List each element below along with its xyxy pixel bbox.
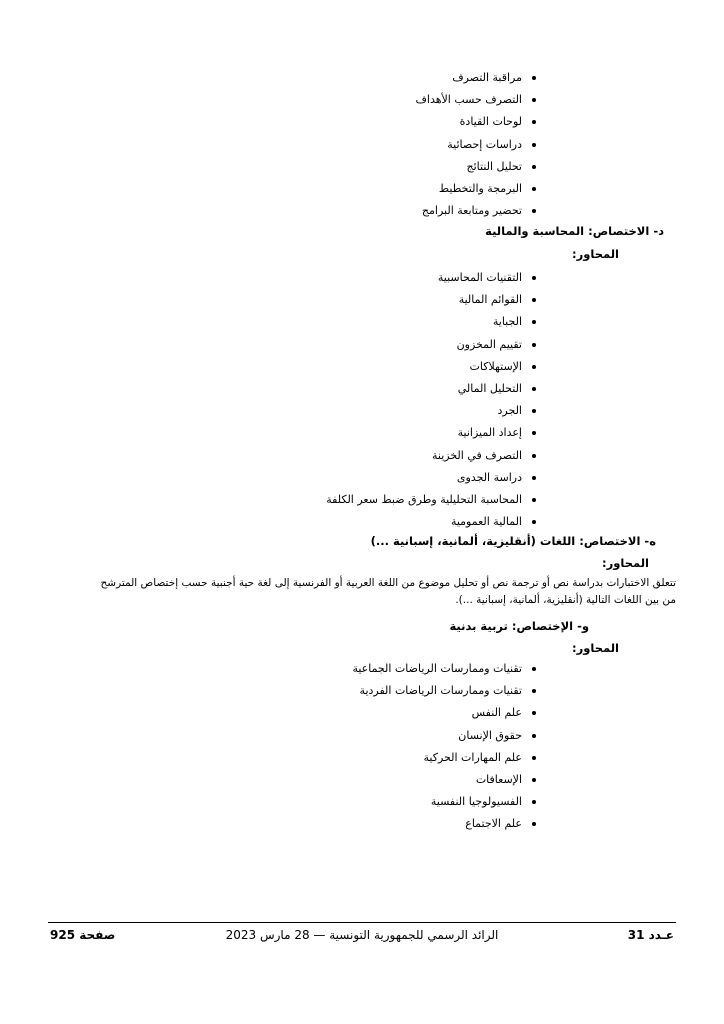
management-topics-list	[48, 67, 676, 222]
list-item: البرمجة والتخطيط	[48, 178, 676, 200]
bullet-icon	[532, 756, 536, 760]
list-item: الجرد	[48, 400, 676, 422]
paragraph-line: تتعلق الاختبارات بدراسة نص أو ترجمة نص أو تحليل موضوع من اللغة العربية أو الفرنسية إلى لغة حية أجنبية حسب إختصاص المترشح	[100, 577, 676, 589]
list-item: التصرف حسب الأهداف	[48, 89, 676, 111]
languages-paragraph	[48, 575, 676, 609]
bullet-icon	[532, 667, 536, 671]
footer-page-number: صفحة 925	[50, 928, 116, 942]
section-d-title: د- الاختصاص: المحاسبة والمالية	[485, 224, 664, 238]
list-item: التحليل المالي	[48, 378, 676, 400]
list-item: إعداد الميزانية	[48, 422, 676, 444]
list-item: تقييم المخزون	[48, 334, 676, 356]
bullet-icon	[532, 120, 536, 124]
section-h-axes-label: المحاور:	[602, 556, 649, 570]
bullet-icon	[532, 498, 536, 502]
bullet-icon	[532, 365, 536, 369]
list-item: دراسات إحصائية	[48, 134, 676, 156]
list-item: القوائم المالية	[48, 289, 676, 311]
list-item: الفسيولوجيا النفسية	[48, 791, 676, 813]
bullet-icon	[532, 276, 536, 280]
list-item: دراسة الجدوى	[48, 467, 676, 489]
bullet-icon	[532, 320, 536, 324]
footer-issue-number: عـدد 31	[627, 928, 674, 942]
list-item: المحاسبة التحليلية وطرق ضبط سعر الكلفة	[48, 489, 676, 511]
section-w-title: و- الإختصاص: تربية بدنية	[449, 619, 589, 633]
list-item: حقوق الإنسان	[48, 725, 676, 747]
bullet-icon	[532, 343, 536, 347]
bullet-icon	[532, 209, 536, 213]
bullet-icon	[532, 298, 536, 302]
list-item: الجباية	[48, 311, 676, 333]
list-item: المالية العمومية	[48, 511, 676, 533]
bullet-icon	[532, 387, 536, 391]
bullet-icon	[532, 454, 536, 458]
physical-education-topics-list	[48, 658, 676, 836]
bullet-icon	[532, 409, 536, 413]
list-item: التقنيات المحاسبية	[48, 267, 676, 289]
bullet-icon	[532, 689, 536, 693]
bullet-icon	[532, 476, 536, 480]
bullet-icon	[532, 711, 536, 715]
bullet-icon	[532, 822, 536, 826]
list-item: علم الاجتماع	[48, 813, 676, 835]
list-item: علم المهارات الحركية	[48, 747, 676, 769]
list-item: تحليل النتائج	[48, 156, 676, 178]
section-h-title: ه- الاختصاص: اللغات (أنقليزية، ألمانية، إسبانية ...)	[370, 534, 656, 548]
list-item: تقنيات وممارسات الرياضات الجماعية	[48, 658, 676, 680]
list-item: الإسعافات	[48, 769, 676, 791]
bullet-icon	[532, 143, 536, 147]
list-item: تحضير ومتابعة البرامج	[48, 200, 676, 222]
paragraph-line: من بين اللغات التالية (أنقليزية، ألمانية، إسبانية ...).	[455, 594, 676, 606]
footer-gazette-title: الرائد الرسمي للجمهورية التونسية — 28 مارس 2023	[225, 928, 499, 942]
list-item: لوحات القيادة	[48, 111, 676, 133]
list-item: التصرف في الخزينة	[48, 445, 676, 467]
bullet-icon	[532, 187, 536, 191]
bullet-icon	[532, 520, 536, 524]
bullet-icon	[532, 734, 536, 738]
section-d-axes-label: المحاور:	[572, 247, 619, 261]
bullet-icon	[532, 431, 536, 435]
bullet-icon	[532, 98, 536, 102]
bullet-icon	[532, 778, 536, 782]
list-item: تقنيات وممارسات الرياضات الفردية	[48, 680, 676, 702]
accounting-topics-list	[48, 267, 676, 533]
section-w-axes-label: المحاور:	[572, 641, 619, 655]
bullet-icon	[532, 165, 536, 169]
list-item: مراقبة التصرف	[48, 67, 676, 89]
bullet-icon	[532, 76, 536, 80]
footer-divider	[48, 922, 676, 923]
bullet-icon	[532, 800, 536, 804]
list-item: علم النفس	[48, 702, 676, 724]
list-item: الإستهلاكات	[48, 356, 676, 378]
